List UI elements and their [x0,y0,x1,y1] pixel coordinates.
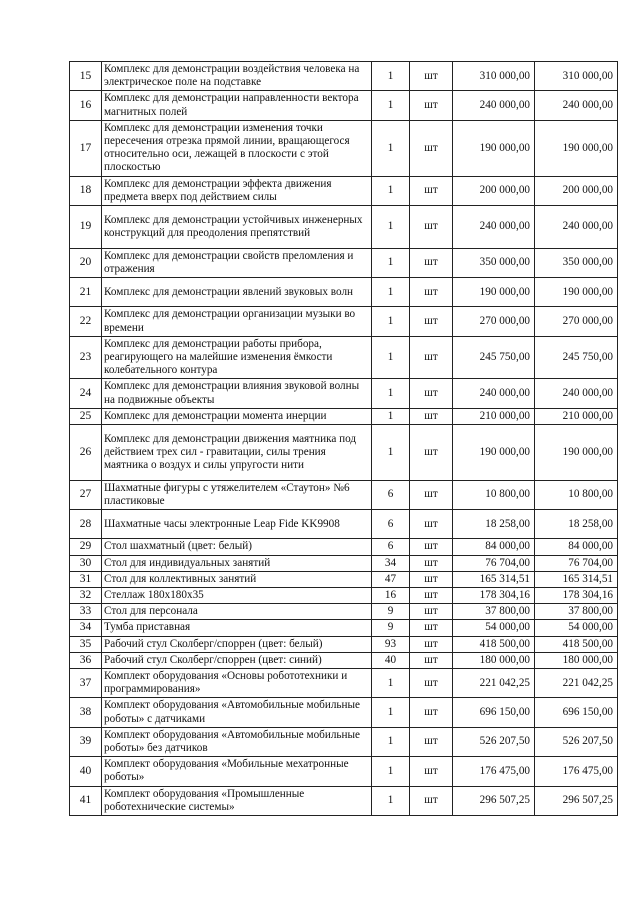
item-total: 350 000,00 [535,248,618,277]
row-number: 26 [70,424,102,480]
item-unit: шт [410,571,453,587]
item-name: Комплекс для демонстрации явлений звуковых волн [102,277,372,306]
item-name: Шахматные часы электронные Leap Fide KK9908 [102,510,372,539]
item-total: 178 304,16 [535,588,618,604]
row-number: 33 [70,604,102,620]
item-unit: шт [410,336,453,379]
item-price: 418 500,00 [453,636,535,652]
item-quantity: 1 [372,176,410,205]
row-number: 34 [70,620,102,636]
item-unit: шт [410,176,453,205]
item-price: 296 507,25 [453,786,535,815]
row-number: 17 [70,120,102,176]
item-total: 296 507,25 [535,786,618,815]
row-number: 18 [70,176,102,205]
item-name: Комплекс для демонстрации организации музыки во времени [102,307,372,336]
item-quantity: 1 [372,757,410,786]
item-total: 240 000,00 [535,379,618,408]
item-total: 165 314,51 [535,571,618,587]
item-quantity: 40 [372,652,410,668]
item-price: 696 150,00 [453,698,535,727]
item-name: Комплект оборудования «Основы робототехники и программирования» [102,668,372,697]
item-quantity: 1 [372,62,410,91]
item-unit: шт [410,620,453,636]
item-unit: шт [410,379,453,408]
item-total: 76 704,00 [535,555,618,571]
item-name: Комплекс для демонстрации направленности вектора магнитных полей [102,91,372,120]
equipment-table-body [70,62,618,816]
item-unit: шт [410,604,453,620]
item-price: 190 000,00 [453,120,535,176]
item-unit: шт [410,62,453,91]
table-row [70,205,618,248]
item-quantity: 1 [372,408,410,424]
item-unit: шт [410,307,453,336]
table-row [70,555,618,571]
table-row [70,786,618,815]
item-unit: шт [410,510,453,539]
item-price: 245 750,00 [453,336,535,379]
item-quantity: 1 [372,668,410,697]
item-name: Комплекс для демонстрации изменения точки пересечения отрезка прямой линии, вращающегося относительно оси, лежащей в плоскости с этой плоскостью [102,120,372,176]
document-page [69,61,617,816]
item-price: 240 000,00 [453,379,535,408]
table-row [70,757,618,786]
table-row [70,408,618,424]
table-row [70,510,618,539]
item-price: 240 000,00 [453,91,535,120]
item-name: Рабочий стул Сколберг/споррен (цвет: белый) [102,636,372,652]
row-number: 21 [70,277,102,306]
item-total: 221 042,25 [535,668,618,697]
row-number: 40 [70,757,102,786]
item-total: 54 000,00 [535,620,618,636]
table-row [70,336,618,379]
row-number: 31 [70,571,102,587]
item-unit: шт [410,757,453,786]
item-unit: шт [410,248,453,277]
item-total: 84 000,00 [535,539,618,555]
item-price: 54 000,00 [453,620,535,636]
item-price: 76 704,00 [453,555,535,571]
item-quantity: 1 [372,727,410,756]
item-name: Комплект оборудования «Автомобильные мобильные роботы» с датчиками [102,698,372,727]
item-name: Стеллаж 180х180х35 [102,588,372,604]
item-price: 180 000,00 [453,652,535,668]
row-number: 25 [70,408,102,424]
table-row [70,727,618,756]
row-number: 22 [70,307,102,336]
table-row [70,588,618,604]
item-quantity: 1 [372,91,410,120]
item-total: 270 000,00 [535,307,618,336]
item-price: 190 000,00 [453,277,535,306]
table-row [70,636,618,652]
item-name: Стол для коллективных занятий [102,571,372,587]
table-row [70,248,618,277]
item-total: 190 000,00 [535,277,618,306]
item-unit: шт [410,480,453,509]
item-unit: шт [410,120,453,176]
item-price: 270 000,00 [453,307,535,336]
table-row [70,668,618,697]
item-quantity: 16 [372,588,410,604]
item-name: Комплекс для демонстрации устойчивых инженерных конструкций для преодоления препятствий [102,205,372,248]
item-total: 240 000,00 [535,205,618,248]
item-unit: шт [410,408,453,424]
item-name: Шахматные фигуры с утяжелителем «Стаутон» №6 пластиковые [102,480,372,509]
row-number: 27 [70,480,102,509]
row-number: 30 [70,555,102,571]
item-unit: шт [410,698,453,727]
item-name: Комплект оборудования «Автомобильные мобильные роботы» без датчиков [102,727,372,756]
row-number: 20 [70,248,102,277]
row-number: 37 [70,668,102,697]
row-number: 23 [70,336,102,379]
item-total: 240 000,00 [535,91,618,120]
item-unit: шт [410,424,453,480]
item-quantity: 1 [372,698,410,727]
item-unit: шт [410,91,453,120]
table-row [70,539,618,555]
item-quantity: 6 [372,510,410,539]
item-quantity: 93 [372,636,410,652]
item-name: Комплекс для демонстрации свойств преломления и отражения [102,248,372,277]
item-total: 310 000,00 [535,62,618,91]
item-quantity: 1 [372,205,410,248]
item-price: 18 258,00 [453,510,535,539]
item-quantity: 1 [372,248,410,277]
item-quantity: 9 [372,604,410,620]
item-total: 210 000,00 [535,408,618,424]
item-quantity: 34 [372,555,410,571]
item-total: 180 000,00 [535,652,618,668]
item-quantity: 9 [372,620,410,636]
item-price: 350 000,00 [453,248,535,277]
item-quantity: 6 [372,539,410,555]
item-total: 200 000,00 [535,176,618,205]
item-quantity: 1 [372,336,410,379]
item-name: Рабочий стул Сколберг/споррен (цвет: синий) [102,652,372,668]
item-total: 37 800,00 [535,604,618,620]
item-price: 10 800,00 [453,480,535,509]
item-price: 310 000,00 [453,62,535,91]
item-total: 10 800,00 [535,480,618,509]
row-number: 39 [70,727,102,756]
table-row [70,620,618,636]
table-row [70,62,618,91]
item-unit: шт [410,668,453,697]
item-name: Комплекс для демонстрации эффекта движения предмета вверх под действием силы [102,176,372,205]
item-unit: шт [410,277,453,306]
equipment-table [69,61,618,816]
item-unit: шт [410,555,453,571]
item-price: 190 000,00 [453,424,535,480]
item-name: Стол для персонала [102,604,372,620]
table-row [70,652,618,668]
row-number: 19 [70,205,102,248]
item-price: 178 304,16 [453,588,535,604]
item-quantity: 1 [372,307,410,336]
item-quantity: 1 [372,120,410,176]
row-number: 15 [70,62,102,91]
table-row [70,91,618,120]
table-row [70,176,618,205]
item-name: Комплекс для демонстрации воздействия человека на электрическое поле на подставке [102,62,372,91]
table-row [70,604,618,620]
item-name: Комплекс для демонстрации момента инерции [102,408,372,424]
item-name: Комплекс для демонстрации движения маятника под действием трех сил - гравитации, силы трения маятника о воздух и силы упругости нити [102,424,372,480]
table-row [70,307,618,336]
item-price: 176 475,00 [453,757,535,786]
item-total: 190 000,00 [535,120,618,176]
table-row [70,698,618,727]
row-number: 16 [70,91,102,120]
item-total: 696 150,00 [535,698,618,727]
table-row [70,424,618,480]
item-name: Стол для индивидуальных занятий [102,555,372,571]
item-price: 240 000,00 [453,205,535,248]
item-quantity: 1 [372,379,410,408]
item-price: 210 000,00 [453,408,535,424]
item-name: Комплект оборудования «Промышленные роботехнические системы» [102,786,372,815]
item-unit: шт [410,786,453,815]
row-number: 38 [70,698,102,727]
item-total: 245 750,00 [535,336,618,379]
item-unit: шт [410,205,453,248]
item-price: 526 207,50 [453,727,535,756]
item-total: 190 000,00 [535,424,618,480]
item-quantity: 47 [372,571,410,587]
row-number: 35 [70,636,102,652]
item-name: Комплекс для демонстрации влияния звуковой волны на подвижные объекты [102,379,372,408]
table-row [70,571,618,587]
item-total: 176 475,00 [535,757,618,786]
item-name: Тумба приставная [102,620,372,636]
table-row [70,120,618,176]
item-total: 418 500,00 [535,636,618,652]
item-quantity: 1 [372,786,410,815]
item-quantity: 6 [372,480,410,509]
item-quantity: 1 [372,424,410,480]
row-number: 36 [70,652,102,668]
table-row [70,379,618,408]
item-unit: шт [410,588,453,604]
item-total: 526 207,50 [535,727,618,756]
row-number: 32 [70,588,102,604]
row-number: 41 [70,786,102,815]
item-name: Комплект оборудования «Мобильные мехатронные роботы» [102,757,372,786]
item-quantity: 1 [372,277,410,306]
table-row [70,277,618,306]
item-price: 37 800,00 [453,604,535,620]
table-row [70,480,618,509]
item-name: Стол шахматный (цвет: белый) [102,539,372,555]
item-unit: шт [410,539,453,555]
item-unit: шт [410,636,453,652]
item-price: 165 314,51 [453,571,535,587]
item-unit: шт [410,652,453,668]
item-price: 200 000,00 [453,176,535,205]
row-number: 28 [70,510,102,539]
item-name: Комплекс для демонстрации работы прибора, реагирующего на малейшие изменения ёмкости колебательного контура [102,336,372,379]
row-number: 29 [70,539,102,555]
item-price: 221 042,25 [453,668,535,697]
item-price: 84 000,00 [453,539,535,555]
row-number: 24 [70,379,102,408]
item-unit: шт [410,727,453,756]
item-total: 18 258,00 [535,510,618,539]
